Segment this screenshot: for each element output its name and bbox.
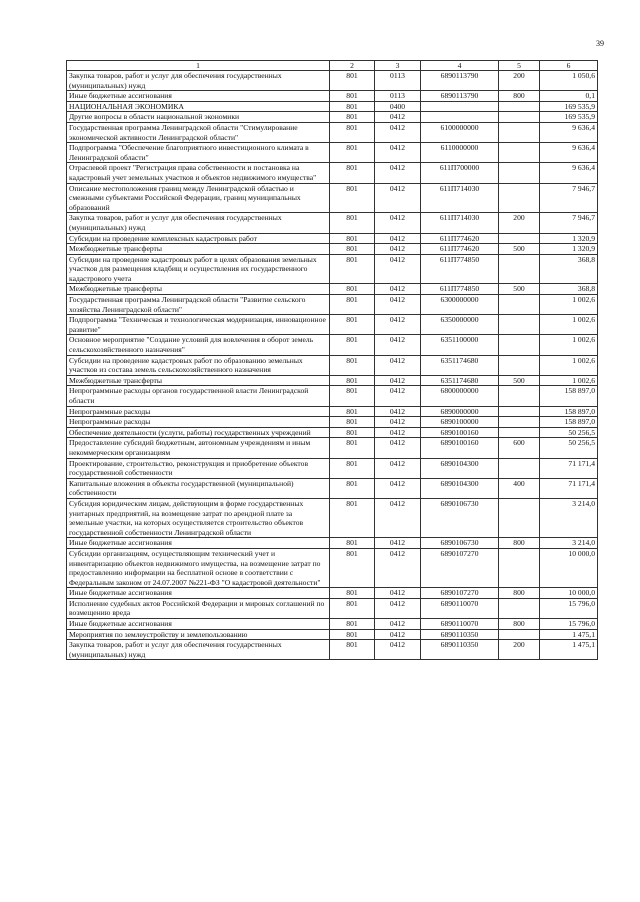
cell-ministry-code: 801	[330, 183, 375, 213]
table-row	[67, 213, 598, 233]
cell-section-code: 0412	[375, 375, 421, 386]
cell-target-article: 611П774850	[421, 254, 499, 284]
cell-amount: 1 475,1	[540, 640, 598, 660]
table-row	[67, 122, 598, 142]
cell-item-name: Мероприятия по землеустройству и землепользованию	[67, 629, 330, 640]
table-row	[67, 438, 598, 458]
cell-expense-type	[499, 548, 540, 587]
cell-target-article: 6890113790	[421, 91, 499, 102]
cell-expense-type	[499, 122, 540, 142]
cell-ministry-code: 801	[330, 386, 375, 406]
cell-target-article: 6890106730	[421, 498, 499, 537]
cell-amount: 15 796,0	[540, 598, 598, 618]
cell-section-code: 0412	[375, 438, 421, 458]
cell-expense-type	[499, 355, 540, 375]
cell-section-code: 0412	[375, 355, 421, 375]
cell-expense-type: 800	[499, 619, 540, 630]
cell-expense-type	[499, 386, 540, 406]
table-row	[67, 233, 598, 244]
table-row	[67, 417, 598, 428]
table-row	[67, 295, 598, 315]
cell-amount: 1 050,6	[540, 71, 598, 91]
cell-item-name: Иные бюджетные ассигнования	[67, 619, 330, 630]
column-number-6: 6	[540, 61, 598, 71]
cell-item-name: Закупка товаров, работ и услуг для обеспечения государственных (муниципальных) нужд	[67, 213, 330, 233]
cell-target-article: 6890107270	[421, 588, 499, 599]
table-row	[67, 143, 598, 163]
cell-target-article: 611П774850	[421, 284, 499, 295]
table-row	[67, 375, 598, 386]
cell-section-code: 0412	[375, 163, 421, 183]
cell-target-article: 6890100160	[421, 427, 499, 438]
cell-expense-type	[499, 427, 540, 438]
cell-amount: 9 636,4	[540, 122, 598, 142]
table-row	[67, 588, 598, 599]
cell-expense-type	[499, 112, 540, 123]
cell-section-code: 0412	[375, 478, 421, 498]
cell-item-name: Межбюджетные трансферты	[67, 284, 330, 295]
table-row	[67, 406, 598, 417]
table-row	[67, 598, 598, 618]
cell-ministry-code: 801	[330, 406, 375, 417]
cell-section-code: 0412	[375, 458, 421, 478]
cell-target-article: 6351100000	[421, 335, 499, 355]
cell-section-code: 0412	[375, 619, 421, 630]
table-row	[67, 244, 598, 255]
column-number-3: 3	[375, 61, 421, 71]
table-row	[67, 315, 598, 335]
cell-target-article: 6890104300	[421, 478, 499, 498]
cell-ministry-code: 801	[330, 101, 375, 112]
cell-item-name: Межбюджетные трансферты	[67, 244, 330, 255]
page-number: 39	[596, 39, 604, 48]
cell-ministry-code: 801	[330, 244, 375, 255]
cell-item-name: Субсидии на проведение комплексных кадастровых работ	[67, 233, 330, 244]
cell-amount: 10 000,0	[540, 548, 598, 587]
cell-ministry-code: 801	[330, 640, 375, 660]
cell-ministry-code: 801	[330, 163, 375, 183]
cell-item-name: Иные бюджетные ассигнования	[67, 588, 330, 599]
cell-expense-type: 200	[499, 213, 540, 233]
cell-expense-type	[499, 498, 540, 537]
table-row	[67, 254, 598, 284]
cell-section-code: 0412	[375, 295, 421, 315]
table-row	[67, 629, 598, 640]
cell-item-name: Иные бюджетные ассигнования	[67, 538, 330, 549]
cell-target-article: 6350000000	[421, 315, 499, 335]
cell-section-code: 0412	[375, 213, 421, 233]
cell-item-name: Исполнение судебных актов Российской Федерации и мировых соглашений по возмещению вреда	[67, 598, 330, 618]
cell-item-name: Подпрограмма "Техническая и технологическая модернизация, инновационное развитие"	[67, 315, 330, 335]
cell-ministry-code: 801	[330, 548, 375, 587]
cell-ministry-code: 801	[330, 355, 375, 375]
cell-ministry-code: 801	[330, 112, 375, 123]
cell-section-code: 0412	[375, 640, 421, 660]
cell-item-name: НАЦИОНАЛЬНАЯ ЭКОНОМИКА	[67, 101, 330, 112]
cell-section-code: 0412	[375, 386, 421, 406]
table-body	[67, 71, 598, 660]
column-number-1: 1	[67, 61, 330, 71]
cell-amount: 7 946,7	[540, 183, 598, 213]
cell-target-article: 6351174680	[421, 375, 499, 386]
cell-section-code: 0412	[375, 112, 421, 123]
cell-amount: 9 636,4	[540, 163, 598, 183]
cell-target-article: 6300000000	[421, 295, 499, 315]
table-row	[67, 386, 598, 406]
cell-ministry-code: 801	[330, 598, 375, 618]
cell-item-name: Межбюджетные трансферты	[67, 375, 330, 386]
cell-amount: 1 002,6	[540, 375, 598, 386]
cell-section-code: 0400	[375, 101, 421, 112]
cell-target-article: 6890107270	[421, 548, 499, 587]
cell-amount: 1 475,1	[540, 629, 598, 640]
cell-target-article: 6890106730	[421, 538, 499, 549]
table-row	[67, 183, 598, 213]
table-row	[67, 163, 598, 183]
cell-item-name: Непрограммные расходы	[67, 417, 330, 428]
cell-item-name: Непрограммные расходы органов государственной власти Ленинградской области	[67, 386, 330, 406]
cell-target-article	[421, 101, 499, 112]
cell-item-name: Другие вопросы в области национальной экономики	[67, 112, 330, 123]
cell-target-article: 611П714030	[421, 213, 499, 233]
column-number-5: 5	[499, 61, 540, 71]
cell-ministry-code: 801	[330, 498, 375, 537]
cell-ministry-code: 801	[330, 213, 375, 233]
cell-expense-type	[499, 335, 540, 355]
cell-target-article	[421, 112, 499, 123]
cell-amount: 1 002,6	[540, 315, 598, 335]
cell-expense-type	[499, 315, 540, 335]
cell-expense-type	[499, 598, 540, 618]
cell-item-name: Закупка товаров, работ и услуг для обеспечения государственных (муниципальных) нужд	[67, 640, 330, 660]
table-row	[67, 355, 598, 375]
cell-expense-type	[499, 417, 540, 428]
cell-target-article: 6890110070	[421, 619, 499, 630]
table-row	[67, 548, 598, 587]
cell-section-code: 0412	[375, 254, 421, 284]
cell-ministry-code: 801	[330, 122, 375, 142]
cell-item-name: Непрограммные расходы	[67, 406, 330, 417]
cell-ministry-code: 801	[330, 91, 375, 102]
cell-section-code: 0412	[375, 335, 421, 355]
table-row	[67, 71, 598, 91]
cell-ministry-code: 801	[330, 143, 375, 163]
column-number-4: 4	[421, 61, 499, 71]
cell-amount: 158 897,0	[540, 386, 598, 406]
cell-item-name: Описание местоположения границ между Ленинградской областью и смежными субъектами Российской Федерации, границ муниципальных образований	[67, 183, 330, 213]
cell-expense-type	[499, 458, 540, 478]
cell-amount: 3 214,0	[540, 498, 598, 537]
table-row	[67, 498, 598, 537]
cell-amount: 1 002,6	[540, 335, 598, 355]
cell-expense-type	[499, 254, 540, 284]
cell-ministry-code: 801	[330, 538, 375, 549]
cell-expense-type: 500	[499, 284, 540, 295]
table-row	[67, 478, 598, 498]
cell-amount: 1 320,9	[540, 233, 598, 244]
cell-amount: 71 171,4	[540, 478, 598, 498]
cell-section-code: 0412	[375, 183, 421, 213]
table-row	[67, 640, 598, 660]
cell-ministry-code: 801	[330, 335, 375, 355]
cell-item-name: Закупка товаров, работ и услуг для обеспечения государственных (муниципальных) нужд	[67, 71, 330, 91]
cell-item-name: Иные бюджетные ассигнования	[67, 91, 330, 102]
cell-expense-type	[499, 183, 540, 213]
cell-item-name: Проектирование, строительство, реконструкция и приобретение объектов государственной собственности	[67, 458, 330, 478]
cell-section-code: 0412	[375, 629, 421, 640]
cell-target-article: 6800000000	[421, 386, 499, 406]
cell-ministry-code: 801	[330, 233, 375, 244]
cell-item-name: Субсидии на проведение кадастровых работ по образованию земельных участков из состава земель сельскохозяйственного назначения	[67, 355, 330, 375]
cell-amount: 71 171,4	[540, 458, 598, 478]
cell-section-code: 0412	[375, 143, 421, 163]
cell-expense-type	[499, 163, 540, 183]
cell-expense-type	[499, 101, 540, 112]
cell-ministry-code: 801	[330, 629, 375, 640]
cell-item-name: Предоставление субсидий бюджетным, автономным учреждениям и иным некоммерческим организациям	[67, 438, 330, 458]
cell-target-article: 611П714030	[421, 183, 499, 213]
cell-amount: 368,8	[540, 254, 598, 284]
cell-ministry-code: 801	[330, 438, 375, 458]
cell-ministry-code: 801	[330, 315, 375, 335]
cell-amount: 158 897,0	[540, 417, 598, 428]
cell-target-article: 6890100160	[421, 438, 499, 458]
cell-amount: 1 002,6	[540, 355, 598, 375]
cell-amount: 0,1	[540, 91, 598, 102]
cell-ministry-code: 801	[330, 427, 375, 438]
cell-item-name: Подпрограмма "Обеспечение благоприятного инвестиционного климата в Ленинградской области"	[67, 143, 330, 163]
table-row	[67, 91, 598, 102]
cell-section-code: 0113	[375, 91, 421, 102]
table-row	[67, 458, 598, 478]
cell-expense-type	[499, 295, 540, 315]
cell-item-name: Отраслевой проект "Регистрация права собственности и постановка на кадастровый учет земельных участков и объектов недвижимого имущества"	[67, 163, 330, 183]
cell-ministry-code: 801	[330, 619, 375, 630]
cell-section-code: 0412	[375, 498, 421, 537]
cell-expense-type: 600	[499, 438, 540, 458]
cell-amount: 368,8	[540, 284, 598, 295]
cell-amount: 15 796,0	[540, 619, 598, 630]
cell-section-code: 0412	[375, 417, 421, 428]
cell-section-code: 0412	[375, 315, 421, 335]
cell-expense-type: 500	[499, 244, 540, 255]
cell-target-article: 6890110350	[421, 640, 499, 660]
cell-section-code: 0412	[375, 233, 421, 244]
cell-target-article: 611П774620	[421, 244, 499, 255]
cell-expense-type: 200	[499, 640, 540, 660]
cell-amount: 158 897,0	[540, 406, 598, 417]
cell-expense-type	[499, 406, 540, 417]
cell-expense-type: 500	[499, 375, 540, 386]
cell-ministry-code: 801	[330, 588, 375, 599]
table-row	[67, 284, 598, 295]
cell-amount: 1 320,9	[540, 244, 598, 255]
column-number-2: 2	[330, 61, 375, 71]
cell-target-article: 6110000000	[421, 143, 499, 163]
cell-amount: 9 636,4	[540, 143, 598, 163]
table-row	[67, 101, 598, 112]
cell-ministry-code: 801	[330, 71, 375, 91]
cell-expense-type: 800	[499, 91, 540, 102]
cell-target-article: 6100000000	[421, 122, 499, 142]
cell-amount: 7 946,7	[540, 213, 598, 233]
cell-target-article: 6890104300	[421, 458, 499, 478]
cell-amount: 169 535,9	[540, 112, 598, 123]
cell-section-code: 0412	[375, 122, 421, 142]
cell-section-code: 0412	[375, 244, 421, 255]
cell-target-article: 611П774620	[421, 233, 499, 244]
table-row	[67, 335, 598, 355]
cell-section-code: 0412	[375, 427, 421, 438]
cell-expense-type: 200	[499, 71, 540, 91]
cell-target-article: 6890110070	[421, 598, 499, 618]
cell-target-article: 6890000000	[421, 406, 499, 417]
cell-target-article: 6351174680	[421, 355, 499, 375]
budget-table	[66, 60, 598, 660]
cell-amount: 169 535,9	[540, 101, 598, 112]
cell-ministry-code: 801	[330, 295, 375, 315]
cell-ministry-code: 801	[330, 458, 375, 478]
cell-ministry-code: 801	[330, 417, 375, 428]
cell-section-code: 0412	[375, 538, 421, 549]
cell-ministry-code: 801	[330, 284, 375, 295]
cell-expense-type: 800	[499, 588, 540, 599]
cell-item-name: Основное мероприятие "Создание условий для вовлечения в оборот земель сельскохозяйственного назначения"	[67, 335, 330, 355]
cell-ministry-code: 801	[330, 375, 375, 386]
cell-item-name: Государственная программа Ленинградской области "Стимулирование экономической активности Ленинградской области"	[67, 122, 330, 142]
cell-target-article: 6890113790	[421, 71, 499, 91]
cell-amount: 3 214,0	[540, 538, 598, 549]
cell-ministry-code: 801	[330, 254, 375, 284]
table-row	[67, 427, 598, 438]
cell-expense-type	[499, 629, 540, 640]
table-row	[67, 112, 598, 123]
cell-target-article: 6890100000	[421, 417, 499, 428]
cell-expense-type: 400	[499, 478, 540, 498]
cell-item-name: Обеспечение деятельности (услуги, работы) государственных учреждений	[67, 427, 330, 438]
cell-amount: 10 000,0	[540, 588, 598, 599]
table-row	[67, 538, 598, 549]
cell-item-name: Субсидия юридическим лицам, действующим в форме государственных унитарных предприятий, на возмещение затрат по арендной плате за земельные участки, на которых осуществляется строительство объектов государственной собственности Ленинградской области	[67, 498, 330, 537]
table-row	[67, 619, 598, 630]
cell-amount: 50 256,5	[540, 427, 598, 438]
cell-amount: 1 002,6	[540, 295, 598, 315]
cell-item-name: Субсидии на проведение кадастровых работ в целях образования земельных участков для размещения кладбищ и осуществления их государственного кадастрового учета	[67, 254, 330, 284]
table-header-row	[67, 61, 598, 71]
cell-ministry-code: 801	[330, 478, 375, 498]
cell-item-name: Государственная программа Ленинградской области "Развитие сельского хозяйства Ленинградской области"	[67, 295, 330, 315]
cell-section-code: 0412	[375, 598, 421, 618]
cell-section-code: 0412	[375, 406, 421, 417]
cell-section-code: 0412	[375, 588, 421, 599]
cell-expense-type	[499, 233, 540, 244]
cell-expense-type	[499, 143, 540, 163]
cell-item-name: Капитальные вложения в объекты государственной (муниципальной) собственности	[67, 478, 330, 498]
cell-target-article: 6890110350	[421, 629, 499, 640]
cell-item-name: Субсидии организациям, осуществляющим технический учет и инвентаризацию объектов недвижимого имущества, на возмещение затрат по предоставлению информации на бесплатной основе в соответствии с Федеральным законом от 24.07.2007 №221-ФЗ "О кадастровой деятельности"	[67, 548, 330, 587]
cell-section-code: 0412	[375, 548, 421, 587]
cell-amount: 50 256,5	[540, 438, 598, 458]
cell-expense-type: 800	[499, 538, 540, 549]
cell-section-code: 0113	[375, 71, 421, 91]
cell-section-code: 0412	[375, 284, 421, 295]
cell-target-article: 611П700000	[421, 163, 499, 183]
